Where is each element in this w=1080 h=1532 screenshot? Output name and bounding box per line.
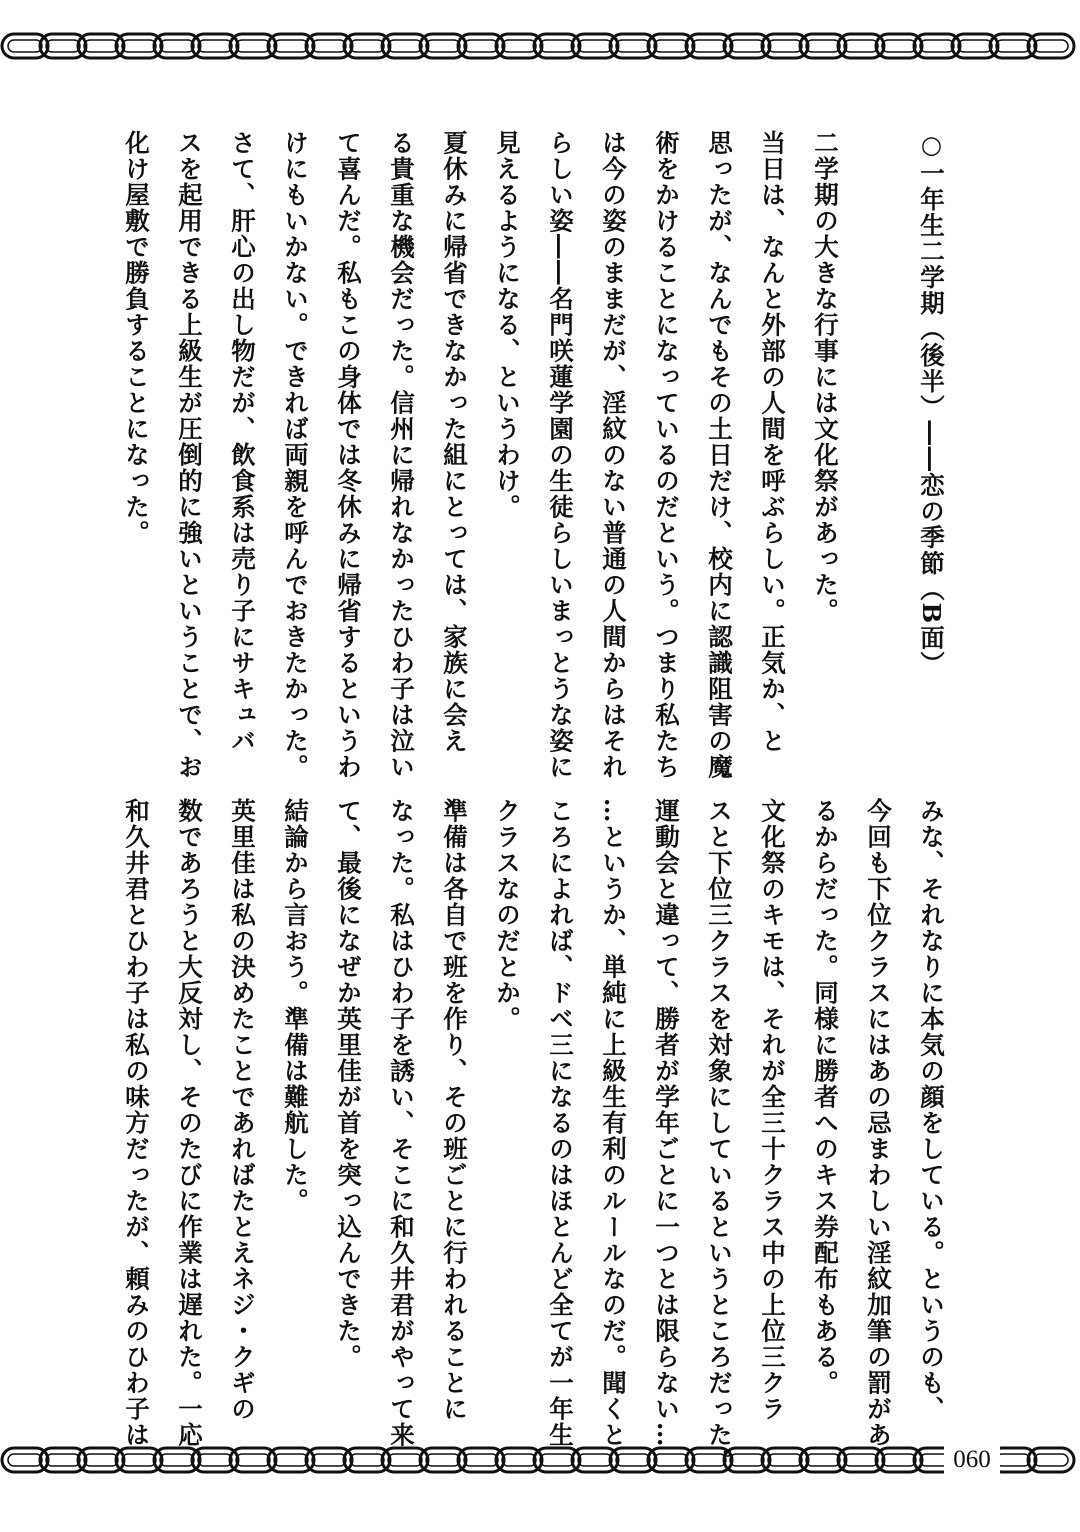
chain-link-inner — [1034, 1454, 1068, 1466]
chain-link-inner — [46, 1454, 80, 1466]
body-line: クラスなのだとか。 — [493, 798, 522, 1032]
chain-link-inner — [426, 40, 460, 52]
body-line: 数であろうと大反対し、そのたびに作業は遅れた。一応、 — [175, 798, 204, 1474]
chain-link-inner — [844, 1454, 878, 1466]
chain-link-inner — [730, 1454, 764, 1466]
chain-link-inner — [502, 40, 536, 52]
chain-link-inner — [388, 40, 422, 52]
body-line: 結論から言おう。準備は難航した。 — [281, 798, 310, 1214]
chain-link-inner — [616, 1454, 650, 1466]
chain-link-inner — [540, 40, 574, 52]
chain-link-inner — [768, 1454, 802, 1466]
chain-link-inner — [806, 1454, 840, 1466]
body-line: 見えるようになる、というわけ。 — [493, 130, 522, 520]
chain-link-inner — [730, 40, 764, 52]
body-line: て喜んだ。私もこの身体では冬休みに帰省するというわ — [334, 130, 363, 780]
chain-link-inner — [996, 1454, 1030, 1466]
lower-text-column — [122, 798, 958, 1474]
body-line: 今回も下位クラスにはあの忌まわしい淫紋加筆の罰があ — [864, 798, 893, 1448]
body-line: 術をかけることになっているのだという。つまり私たち — [652, 130, 681, 780]
body-line: スを起用できる上級生が圧倒的に強いということで、お — [175, 130, 204, 780]
body-line: みな、それなりに本気の顔をしている。というのも、 — [917, 798, 946, 1422]
body-line: さて、肝心の出し物だが、飲食系は売り子にサキュバ — [228, 130, 257, 754]
page-number: 060 — [944, 1443, 1000, 1477]
chain-link-inner — [274, 40, 308, 52]
chain-link-inner — [996, 40, 1030, 52]
body-line: …というか、単純に上級生有利のルールなのだ。聞くと — [599, 798, 628, 1448]
chain-link-inner — [882, 40, 916, 52]
chain-link-inner — [160, 40, 194, 52]
body-line: 英里佳は私の決めたことであればたとえネジ・クギの — [228, 798, 257, 1422]
chain-link-inner — [578, 1454, 612, 1466]
body-line: るからだった。同様に勝者へのキス券配布もある。 — [811, 798, 840, 1396]
body-line: 和久井君とひわ子は私の味方だったが、頼みのひわ子は — [122, 798, 151, 1448]
body-line: 化け屋敷で勝負することになった。 — [122, 130, 151, 546]
body-line: 運動会と違って、勝者が学年ごとに一つとは限らない… — [652, 798, 681, 1448]
chain-border-icon — [0, 26, 1080, 66]
body-line: 思ったが、なんでもその土日だけ、校内に認識阻害の魔 — [705, 130, 734, 780]
chain-link-inner — [920, 40, 954, 52]
chain-link-inner — [8, 1454, 42, 1466]
body-line: 二学期の大きな行事には文化祭があった。 — [811, 130, 840, 624]
body-line: 文化祭のキモは、それが全三十クラス中の上位三クラ — [758, 798, 787, 1422]
chain-link-inner — [122, 40, 156, 52]
body-line: 準備は各自で班を作り、その班ごとに行われることに — [440, 798, 469, 1422]
chain-link-inner — [654, 1454, 688, 1466]
chain-link-inner — [882, 1454, 916, 1466]
chain-link-inner — [236, 1454, 270, 1466]
chain-link-inner — [540, 1454, 574, 1466]
chain-link-inner — [692, 40, 726, 52]
chain-link-inner — [350, 1454, 384, 1466]
chain-link-inner — [350, 40, 384, 52]
chain-link-inner — [844, 40, 878, 52]
chain-link-inner — [426, 1454, 460, 1466]
upper-text-column — [122, 130, 958, 780]
body-line: らしい姿――名門咲蓮学園の生徒らしいまっとうな姿に — [546, 130, 575, 780]
chain-link-inner — [274, 1454, 308, 1466]
chain-link-inner — [122, 1454, 156, 1466]
chain-link-inner — [464, 1454, 498, 1466]
chain-link-inner — [578, 40, 612, 52]
chain-link-inner — [198, 40, 232, 52]
chain-link-inner — [84, 40, 118, 52]
section-heading: ○一年生二学期（後半）――恋の季節（B面） — [917, 130, 946, 677]
chain-link-inner — [654, 40, 688, 52]
chain-border-icon — [0, 1440, 1080, 1480]
chain-link-inner — [464, 40, 498, 52]
chain-link-inner — [958, 40, 992, 52]
chain-link-inner — [312, 1454, 346, 1466]
chain-link-inner — [46, 40, 80, 52]
body-line: は今の姿のままだが、淫紋のない普通の人間からはそれ — [599, 130, 628, 780]
chain-link-inner — [806, 40, 840, 52]
chain-link-inner — [768, 40, 802, 52]
chain-link-inner — [616, 40, 650, 52]
body-line: ころによれば、ドベ三になるのはほとんど全てが一年生 — [546, 798, 575, 1448]
body-line: て、最後になぜか英里佳が首を突っ込んできた。 — [334, 798, 363, 1370]
chain-link-inner — [1034, 40, 1068, 52]
body-line: 当日は、なんと外部の人間を呼ぶらしい。正気か、と — [758, 130, 787, 754]
body-line: けにもいかない。できれば両親を呼んでおきたかった。 — [281, 130, 310, 780]
chain-link-inner — [236, 40, 270, 52]
chain-link-inner — [502, 1454, 536, 1466]
chain-link-inner — [84, 1454, 118, 1466]
chain-link-inner — [312, 40, 346, 52]
chain-link-inner — [8, 40, 42, 52]
chain-link-inner — [388, 1454, 422, 1466]
body-line: る貴重な機会だった。信州に帰れなかったひわ子は泣い — [387, 130, 416, 780]
body-line: スと下位三クラスを対象にしているというところだった。 — [705, 798, 734, 1474]
body-line: なった。私はひわ子を誘い、そこに和久井君がやって来 — [387, 798, 416, 1448]
body-line: 夏休みに帰省できなかった組にとっては、家族に会え — [440, 130, 469, 754]
